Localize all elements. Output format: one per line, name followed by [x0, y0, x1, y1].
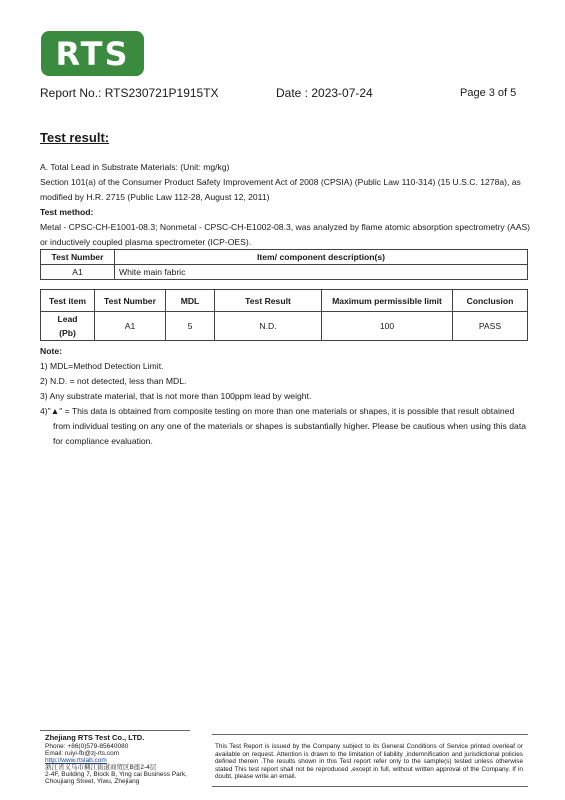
- table-row: [41, 312, 528, 341]
- company-logo: [41, 31, 144, 76]
- page-title: Test result:: [40, 130, 110, 145]
- table-row: [41, 265, 528, 280]
- note-1: 1) MDL=Method Detection Limit.: [40, 361, 164, 371]
- report-disclaimer: This Test Report is issued by the Company subject to its General Conditions of Service printed overleaf or available on request. Attention is drawn to the limitation of liability ,indemnification and jurisdictional policies defined therein .The results shown in this Test report refer only to the sample(s) tested unless otherwise stated This test report shall not be reproduced ,except in full, without written approval of the Company. If in doubt, please write an email.: [215, 743, 523, 780]
- footer-divider-top: [212, 734, 528, 735]
- note-3: 3) Any substrate material, that is not more than 100ppm lead by weight.: [40, 391, 312, 401]
- report-number: Report No.: RTS230721P1915TX: [40, 86, 219, 100]
- cell-test-result: N.D.: [215, 312, 322, 341]
- result-table: [40, 289, 528, 341]
- regulation-line-2: modified by H.R. 2715 (Public Law 112-28, August 12, 2011): [40, 192, 270, 202]
- footer-divider-bottom: [212, 786, 528, 787]
- cell-test-number: A1: [41, 265, 115, 280]
- col-test-item: Test item: [41, 290, 95, 312]
- cell-description: White main fabric: [115, 265, 528, 280]
- note-4: 4)"▲" = This data is obtained from composite testing on more than one materials or shapes, it is possible that result obtained: [40, 406, 515, 416]
- test-method-label: Test method:: [40, 207, 94, 217]
- company-name: Zhejiang RTS Test Co., LTD.: [45, 733, 145, 742]
- cell-test-number: A1: [95, 312, 166, 341]
- cell-mdl: 5: [166, 312, 215, 341]
- col-test-number: Test Number: [41, 250, 115, 265]
- notes: [40, 344, 526, 449]
- company-email: Email: ruiyi-fb@zj-rts.com: [45, 750, 120, 757]
- page-number: Page 3 of 5: [460, 87, 517, 99]
- result-table-header: [41, 290, 528, 312]
- company-address-cn: 浙江省义乌市稠江街道商贸区B座2-4层: [45, 764, 157, 771]
- sample-table: [40, 249, 528, 280]
- company-address-line-2: Choujiang Street, Yiwu, Zhejiang: [45, 778, 140, 785]
- company-info: [45, 734, 187, 785]
- cell-conclusion: PASS: [453, 312, 528, 341]
- col-max-limit: Maximum permissible limit: [322, 290, 453, 312]
- test-item-symbol: (Pb): [59, 328, 76, 338]
- company-website-link[interactable]: http://www.rtslab.com: [45, 757, 107, 764]
- sample-table-header: [41, 250, 528, 265]
- logo-text: RTS: [55, 34, 130, 73]
- note-4-continued: from individual testing on any one of the materials or shapes is substantially higher. Please be cautious when using this data for compliance evaluation.: [53, 421, 526, 446]
- section-heading-link[interactable]: A. Total Lead in Substrate Materials:: [40, 162, 178, 172]
- col-description: Item/ component description(s): [115, 250, 528, 265]
- report-date: Date : 2023-07-24: [276, 86, 373, 100]
- regulation-line-1: Section 101(a) of the Consumer Product Safety Improvement Act of 2008 (CPSIA) (Public Law 110-314) (15 U.S.C. 1278a), as: [40, 177, 521, 187]
- test-method-line-1: Metal - CPSC-CH-E1001-08.3; Nonmetal - CPSC-CH-E1002-08.3, was analyzed by flame atomic absorption spectrometry (AAS): [40, 222, 531, 232]
- section-heading: [40, 160, 229, 175]
- section-unit: (Unit: mg/kg): [177, 162, 230, 172]
- company-address-line-1: 2-4F, Building 7, Block B, Ying cai Business Park,: [45, 771, 187, 778]
- cell-max-limit: 100: [322, 312, 453, 341]
- test-item-name: Lead: [57, 314, 78, 324]
- col-test-result: Test Result: [215, 290, 322, 312]
- notes-label: Note:: [40, 346, 62, 356]
- cell-test-item: [41, 312, 95, 341]
- note-2: 2) N.D. = not detected, less than MDL.: [40, 376, 187, 386]
- col-test-number: Test Number: [95, 290, 166, 312]
- col-conclusion: Conclusion: [453, 290, 528, 312]
- company-phone: Phone: +86(0)579-85640080: [45, 743, 129, 750]
- test-method-line-2: or inductively coupled plasma spectrometer (ICP-OES).: [40, 237, 252, 247]
- footer-divider-left: [40, 730, 190, 731]
- col-mdl: MDL: [166, 290, 215, 312]
